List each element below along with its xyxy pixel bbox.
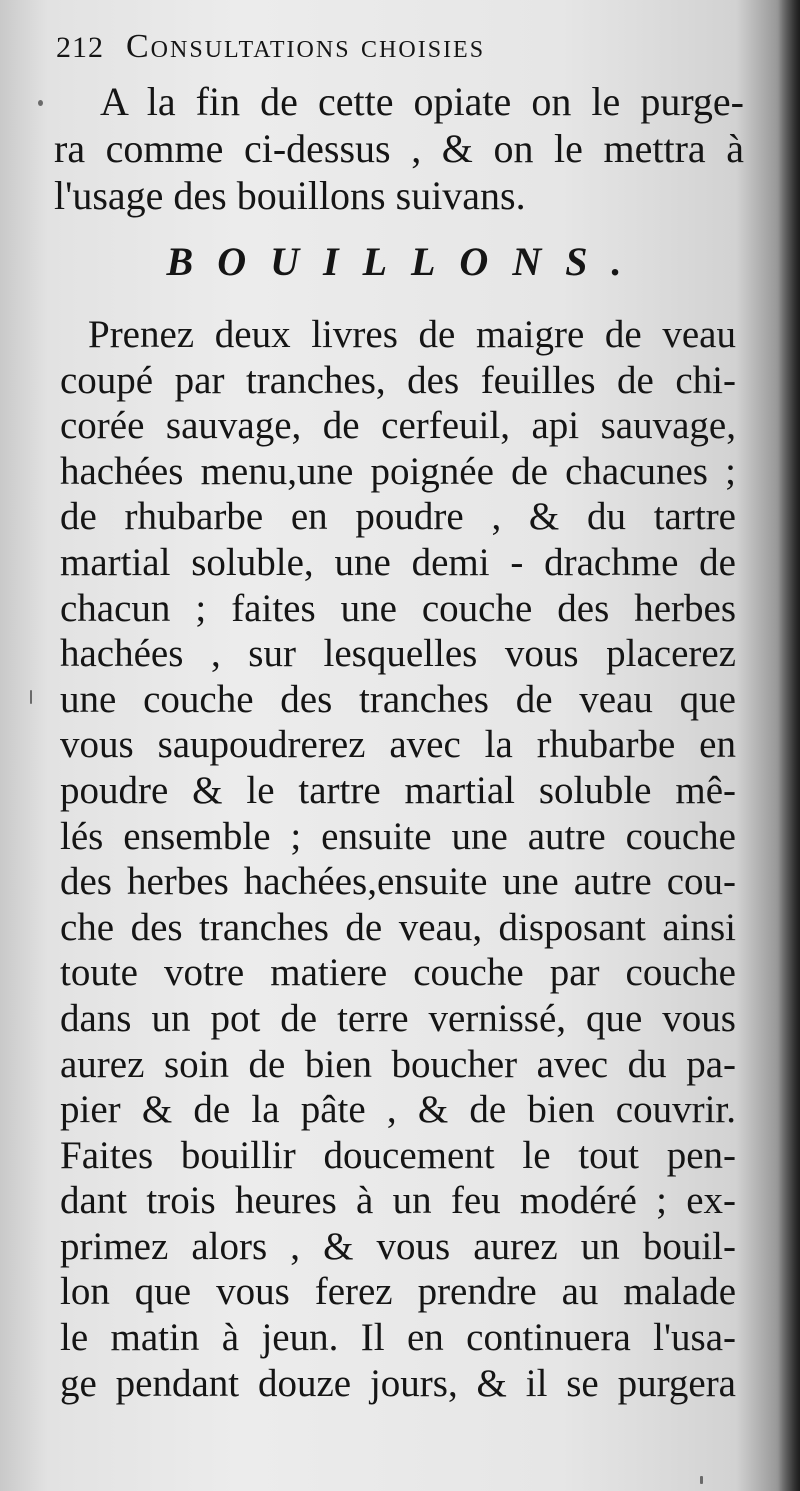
text-line: lon que vous ferez prendre au malade (60, 1270, 736, 1314)
text-line: une couche des tranches de veau que (60, 677, 736, 721)
text-line: martial soluble, une demi - drachme de (60, 540, 736, 584)
paper-speck (38, 100, 43, 106)
text-line: corée sauvage, de cerfeuil, api sauvage, (60, 404, 736, 448)
text-line: le matin à jeun. Il en continuera l'usa- (60, 1316, 736, 1360)
paper-speck (700, 1476, 703, 1484)
text-line: vous saupoudrerez avec la rhubarbe en (60, 723, 736, 767)
text-line: chacun ; faites une couche des herbes (60, 586, 736, 630)
intro-line: ra comme ci-dessus , & on le mettra à (54, 126, 744, 171)
text-line: pier & de la pâte , & de bien couvrir. (60, 1088, 736, 1132)
text-line: dant trois heures à un feu modéré ; ex- (60, 1179, 736, 1223)
text-line: aurez soin de bien boucher avec du pa- (60, 1042, 736, 1086)
text-line: Prenez deux livres de maigre de veau (88, 313, 736, 356)
intro-line: l'usage des bouillons suivans. (54, 173, 526, 218)
text-line: de rhubarbe en poudre , & du tartre (60, 495, 736, 539)
text-line: dans un pot de terre vernissé, que vous (60, 996, 736, 1040)
text-line: lés ensemble ; ensuite une autre couche (60, 814, 736, 858)
text-line: Faites bouillir doucement le tout pen- (60, 1133, 736, 1177)
text-line: ge pendant douze jours, & il se purgera (60, 1361, 736, 1405)
page-gutter-shadow (778, 0, 800, 1491)
text-line: primez alors , & vous aurez un bouil- (60, 1224, 736, 1268)
intro-line: A la fin de cette opiate on le purge- (100, 79, 744, 124)
section-title: BOUILLONS. (166, 239, 646, 284)
running-head (56, 28, 756, 78)
text-line: poudre & le tartre martial soluble mê- (60, 768, 736, 812)
text-line: che des tranches de veau, disposant ainsi (60, 905, 736, 949)
intro-paragraph (54, 78, 744, 219)
text-line: des herbes hachées,ensuite une autre cou- (60, 860, 736, 904)
text-line: toute votre matiere couche par couche (60, 951, 736, 995)
recipe-paragraph (60, 312, 736, 1406)
paper-speck (30, 690, 32, 704)
text-line: hachées , sur lesquelles vous placerez (60, 632, 736, 676)
page-number: 212 (56, 31, 104, 64)
text-line: coupé par tranches, des feuilles de chi- (60, 358, 736, 402)
text-line: hachées menu,une poignée de chacunes ; (60, 449, 736, 493)
running-title: Consultations choisies (126, 28, 486, 65)
